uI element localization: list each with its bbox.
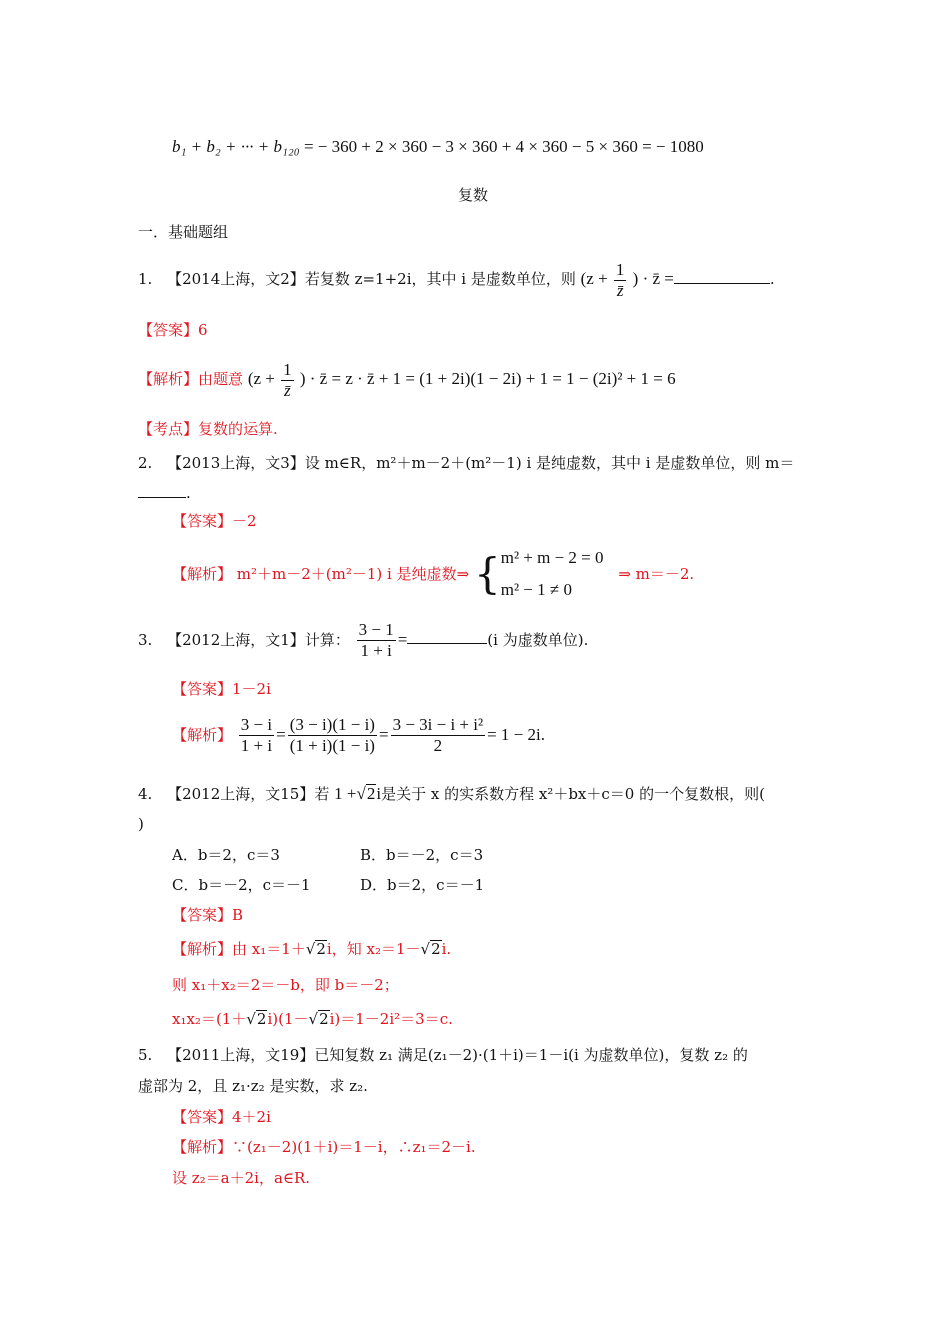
q3-analysis-label: 【解析】 (172, 725, 233, 744)
q3-equals: = (397, 629, 408, 649)
q4-analysis-line1 (172, 940, 451, 958)
q3-f1-num: 3 − i (240, 715, 273, 734)
section-title: 复数 (458, 186, 489, 204)
q3-analysis-tail: = 1 − 2i. (487, 724, 545, 744)
q1-source: 【2014上海，文2】 (167, 269, 305, 288)
q2-line2-end: . (186, 484, 191, 502)
q4-sqrt-radicand: 2 (366, 784, 376, 803)
q4-a3-radicand: 2 (256, 1010, 267, 1028)
q4-analysis-line2: 则 x₁＋x₂＝2＝－b，即 b＝－2； (172, 976, 399, 994)
q5-number: 5. (138, 1046, 153, 1064)
q5-stem: 已知复数 z₁ 满足(z₁－2)·(1＋i)＝1－i(i 为虚数单位)，复数 z₂ 的 (314, 1046, 748, 1064)
q2-analysis-lead: m²＋m－2＋(m²－1) i 是纯虚数⇒ (236, 565, 470, 583)
q1-analysis-fraction (281, 360, 294, 400)
q3-analysis (172, 715, 545, 755)
q1-frac-num: 1 (615, 260, 625, 279)
q5-a1: ∵(z₁－2)(1＋i)＝1－i，∴z₁＝2－i. (232, 1138, 476, 1156)
q2-number: 2. (138, 454, 153, 472)
q5-answer-value: 4＋2i (232, 1108, 271, 1126)
q1-analysis-frac-den: z̄ (281, 380, 294, 401)
q3-frac-den: 1 + i (357, 640, 396, 661)
q5-text-line2: 虚部为 2，且 z₁·z₂ 是实数，求 z₂. (138, 1077, 368, 1095)
q5-answer-label: 【答案】 (172, 1108, 233, 1126)
q3-source: 【2012上海，文1】 (167, 631, 305, 650)
q4-root-expression (334, 784, 381, 803)
q3-f2 (288, 715, 377, 755)
q3-eq1: = (276, 724, 286, 744)
q4-a1-sqrt: √2 (305, 940, 326, 958)
q4-a3-end: i)＝1－2i²＝3＝c. (329, 1010, 453, 1028)
q4-text-line2: ) (138, 815, 144, 833)
q1-analysis-frac-num: 1 (283, 360, 292, 379)
q4-source: 【2012上海，文15】 (167, 785, 315, 803)
q5-answer (172, 1108, 271, 1126)
q2-answer (172, 512, 257, 530)
q4-a3-sqrt2: √2 (308, 1010, 329, 1028)
q4-a3-sqrt: √2 (246, 1010, 267, 1028)
q4-number: 4. (138, 785, 153, 803)
top-formula-lhs: b₁ + b₂ + ··· + b₁₂₀ (172, 137, 300, 156)
q1-text (138, 260, 775, 300)
q1-answer-value: 6 (198, 321, 208, 339)
q1-analysis-label: 【解析】 (138, 369, 199, 388)
q3-answer-blank (407, 642, 487, 644)
q4-a3-radicand2: 2 (319, 1010, 329, 1028)
q1-expression (580, 260, 674, 300)
q1-analysis (138, 360, 676, 400)
q1-frac-den: z̄ (614, 280, 627, 301)
q1-answer-blank (674, 282, 770, 284)
q3-f3-num: 3 − 3i − i + i² (392, 715, 484, 734)
q5-analysis-line1 (172, 1138, 476, 1156)
q4-option-d: D．b＝2，c＝－1 (360, 876, 485, 894)
q2-system (501, 542, 604, 606)
q5-source: 【2011上海，文19】 (167, 1046, 315, 1064)
q4-a1-sqrt2: √2 (420, 940, 441, 958)
q3-answer-value: 1－2i (232, 680, 271, 698)
q3-f3 (391, 715, 486, 755)
q3-number: 3. (138, 631, 153, 650)
q4-a1-radicand2: 2 (431, 940, 441, 958)
q2-text-line2 (138, 484, 191, 502)
q3-eq2: = (378, 724, 389, 744)
q4-answer-value: B (232, 906, 244, 924)
q1-analysis-expression (247, 360, 676, 400)
q4-root-post: i (376, 784, 382, 803)
q3-stem: 计算： (304, 631, 350, 650)
q1-expr-b: ) · z̄ = (632, 268, 674, 288)
q4-text-line1 (138, 784, 765, 804)
q2-system-eq2: m² − 1 ≠ 0 (500, 580, 572, 599)
q4-analysis-line3 (172, 1010, 453, 1028)
q2-text-line1 (138, 454, 794, 472)
q4-a1-mid: i，知 x₂＝1－ (326, 940, 421, 958)
top-formula (172, 137, 704, 157)
q5-analysis-label: 【解析】 (172, 1138, 233, 1156)
q3-answer (172, 680, 271, 698)
q2-system-brace: { (473, 549, 501, 598)
q4-stem-a: 若 (314, 785, 330, 803)
q4-answer (172, 906, 243, 924)
q4-root-pre: 1 + (334, 784, 357, 803)
q2-analysis-tail: ⇒ m＝－2. (618, 565, 695, 583)
q2-analysis (172, 542, 694, 606)
q3-analysis-expression (237, 715, 545, 755)
q4-a3-pre: x₁x₂＝(1＋ (172, 1010, 247, 1028)
q2-answer-blank (138, 496, 186, 498)
q4-sqrt: √2 (356, 784, 376, 803)
q4-a3-mid: i)(1－ (267, 1010, 309, 1028)
top-formula-rhs: = − 360 + 2 × 360 − 3 × 360 + 4 × 360 − 5 × 360 = − 1080 (303, 137, 704, 156)
q3-f2-den: (1 + i)(1 − i) (289, 735, 375, 755)
q1-point (138, 420, 278, 438)
q4-answer-label: 【答案】 (172, 906, 233, 924)
q2-source: 【2013上海，文3】 (167, 454, 305, 472)
q2-system-eq1: m² + m − 2 = 0 (500, 548, 604, 567)
q3-text (138, 620, 588, 660)
q2-analysis-label: 【解析】 (172, 565, 233, 583)
q2-answer-value: －2 (232, 512, 257, 530)
q4-option-a: A．b＝2，c＝3 (172, 846, 280, 864)
q1-analysis-lead: 由题意 (198, 369, 244, 388)
q1-point-label: 【考点】 (138, 420, 199, 438)
q1-answer (138, 321, 208, 339)
q4-a1-end: i. (441, 940, 452, 958)
q3-f2-num: (3 − i)(1 − i) (289, 715, 375, 734)
q5-analysis-line2: 设 z₂＝a＋2i，a∈R. (172, 1169, 311, 1187)
q1-answer-label: 【答案】 (138, 321, 199, 339)
q3-f1 (239, 715, 274, 755)
q4-a1-pre: 由 x₁＝1＋ (232, 940, 306, 958)
q3-f3-den: 2 (391, 735, 486, 756)
q4-a1-radicand: 2 (316, 940, 326, 958)
q3-fraction (357, 620, 396, 660)
q3-f1-den: 1 + i (240, 735, 273, 755)
q1-stem: 若复数 z=1+2i，其中 i 是虚数单位，则 (304, 269, 576, 288)
q3-frac-num: 3 − 1 (358, 620, 394, 639)
q4-option-c: C．b＝－2，c＝－1 (172, 876, 311, 894)
group-title: 一．基础题组 (138, 223, 229, 241)
q4-analysis-label: 【解析】 (172, 940, 233, 958)
q4-stem-b: 是关于 x 的实系数方程 x²＋bx＋c＝0 的一个复数根，则( (381, 785, 765, 803)
q5-text-line1 (138, 1046, 748, 1064)
q1-analysis-expr-a: (z + (247, 368, 275, 388)
q3-paren: (i 为虚数单位). (487, 631, 589, 650)
q1-analysis-expr-b: ) · z̄ = z · z̄ + 1 = (1 + 2i)(1 − 2i) + 1 = 1 − (2i)² + 1 = 6 (299, 368, 676, 388)
q1-number: 1. (138, 269, 153, 288)
q2-answer-label: 【答案】 (172, 512, 233, 530)
q1-point-value: 复数的运算. (198, 420, 278, 438)
q3-answer-label: 【答案】 (172, 680, 233, 698)
q1-expr-a: (z + (580, 268, 608, 288)
q1-fraction (614, 260, 627, 300)
q4-option-b: B．b＝－2，c＝3 (360, 846, 484, 864)
q2-stem: 设 m∈R，m²＋m－2＋(m²－1) i 是纯虚数，其中 i 是虚数单位，则 m＝ (304, 454, 795, 472)
q1-end: . (769, 269, 775, 288)
